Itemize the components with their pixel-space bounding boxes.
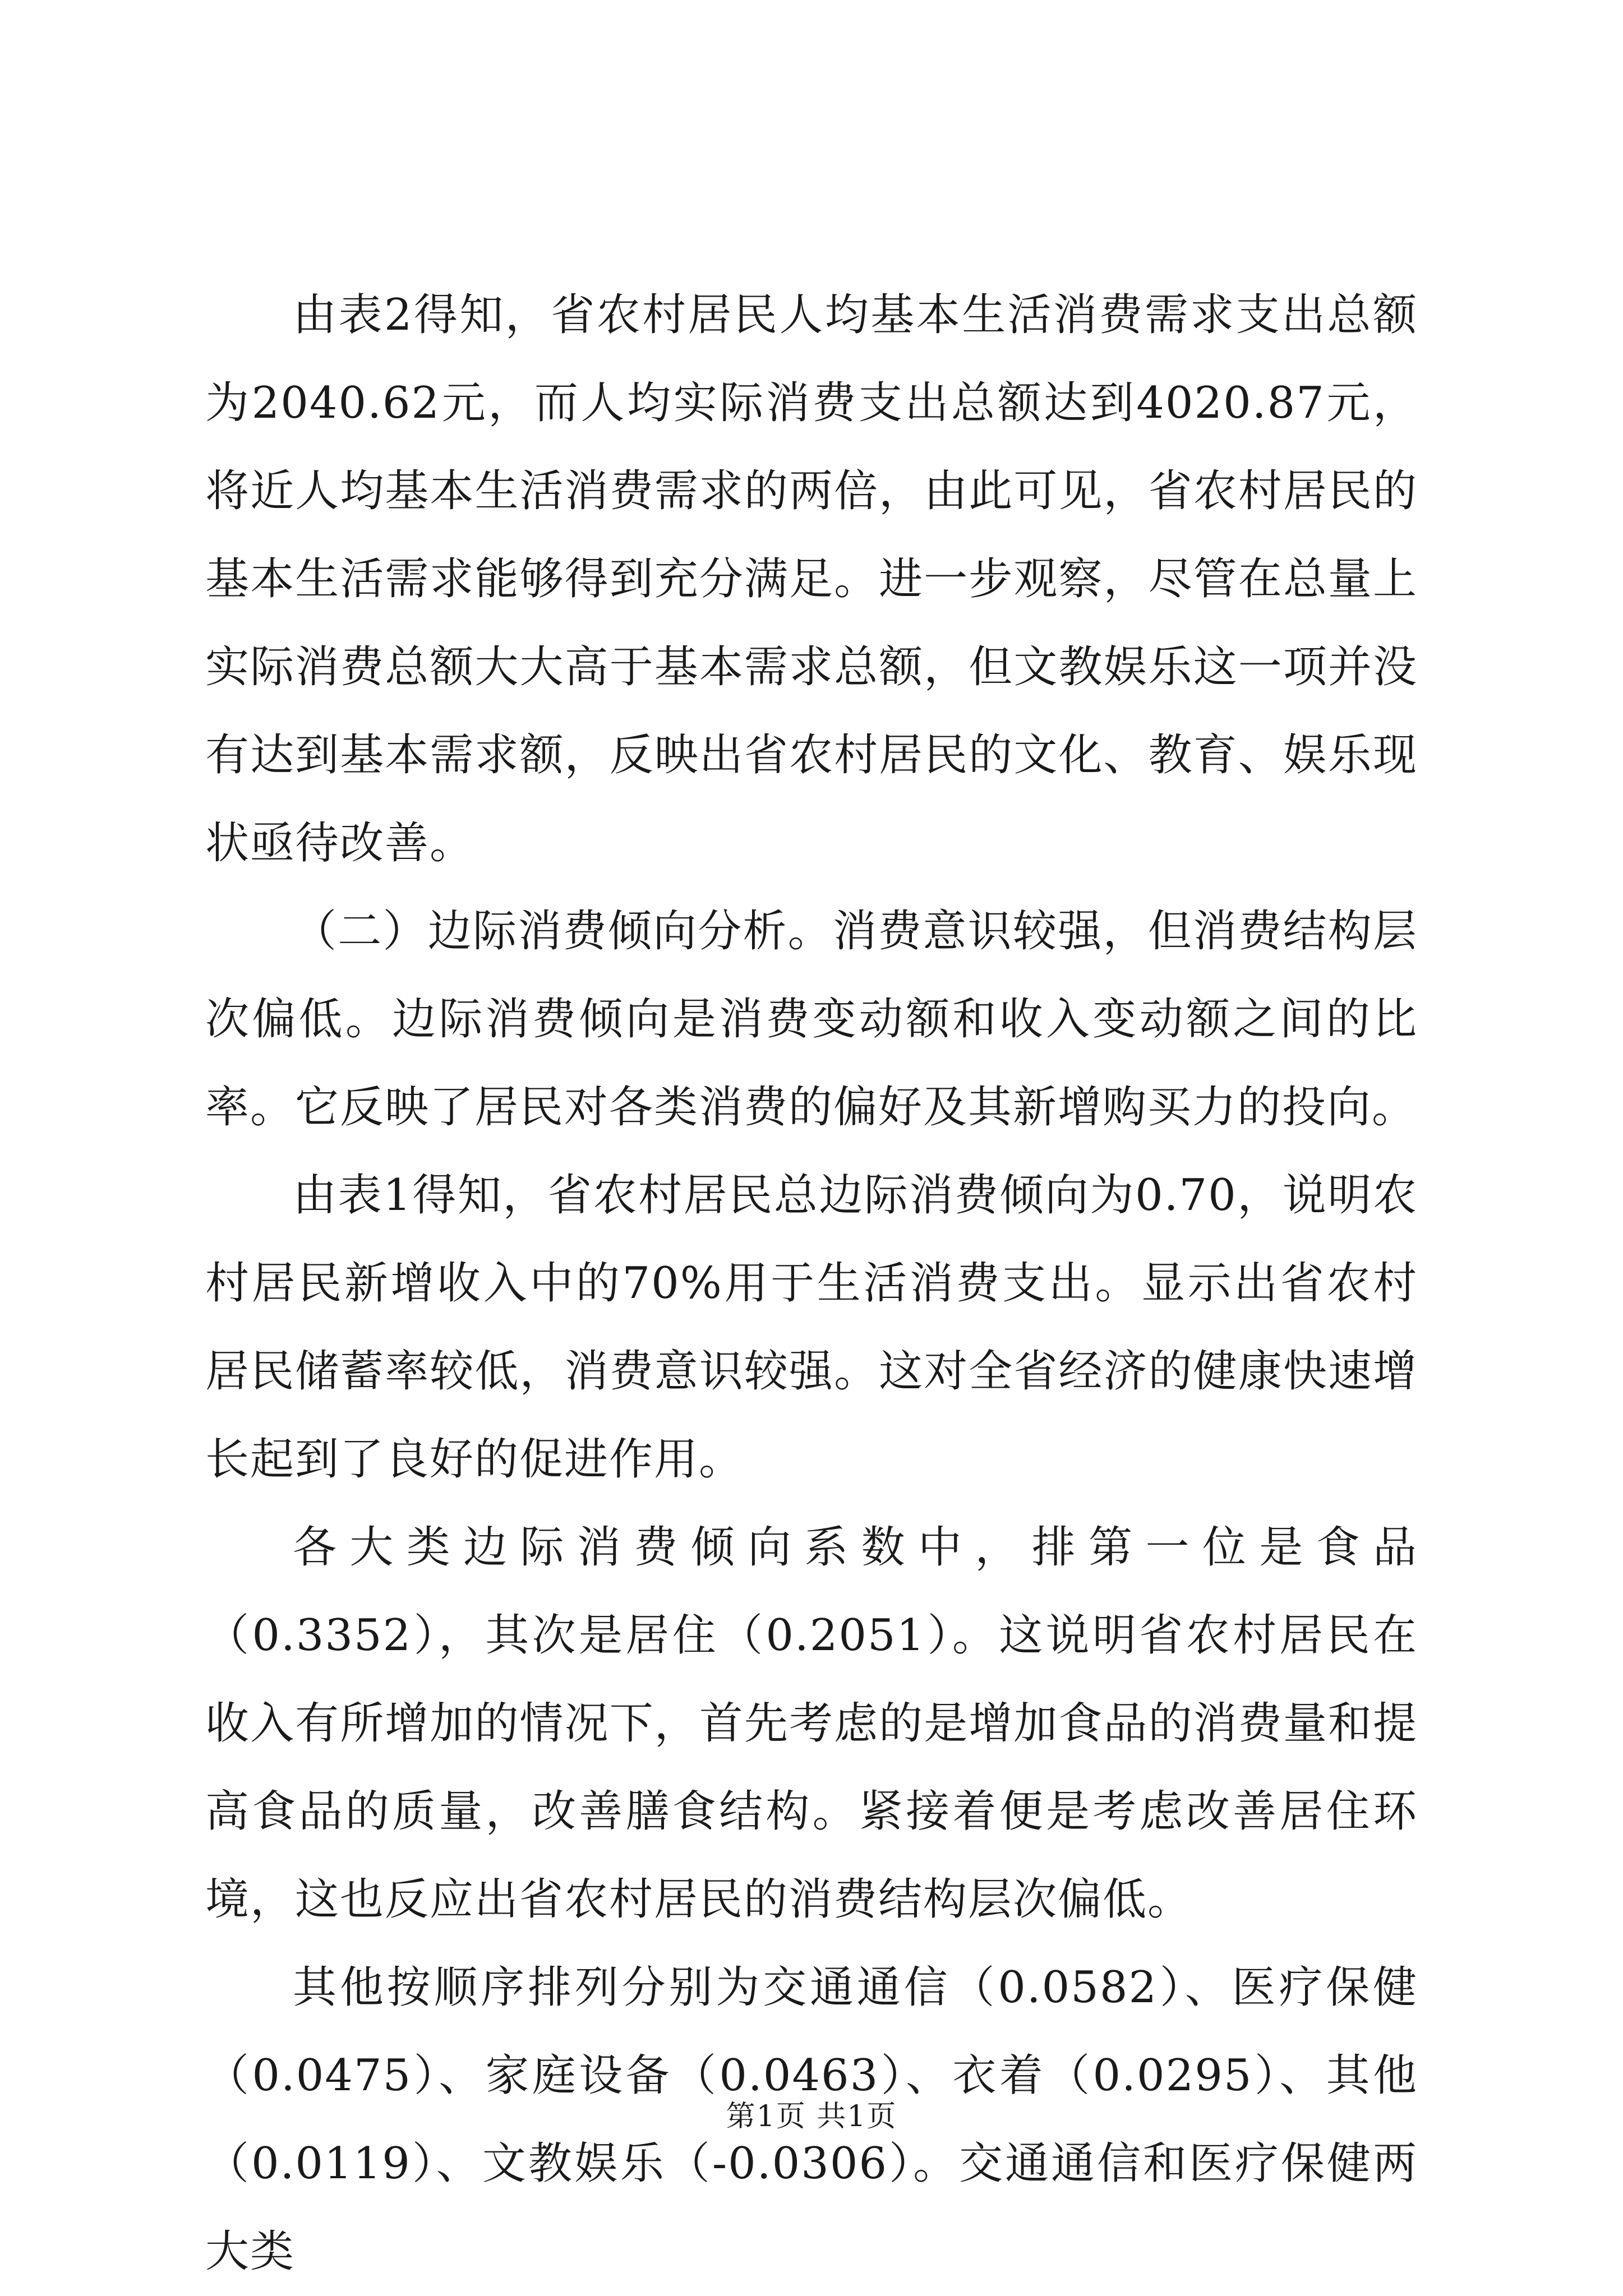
paragraph-other-categories: 其他按顺序排列分别为交通通信（0.0582）、医疗保健（0.0475）、家庭设备（0.0463）、衣着（0.0295）、其他（0.0119）、文教娱乐（-0.0306）。交通通信和医疗保健两大类 [205,1962,1418,2277]
page-footer: 第1页 共1页 [726,2100,897,2133]
paragraph-category-ranking: 各大类边际消费倾向系数中，排第一位是食品（0.3352），其次是居住（0.2051）。这说明省农村居民在收入有所增加的情况下，首先考虑的是增加食品的消费量和提高食品的质量，改善膳食结构。紧接着便是考虑改善居住环境，这也反应出省农村居民的消费结构层次偏低。 [205,1522,1418,1925]
document-body [205,271,1418,2296]
paragraph-basic-needs: 由表2得知，省农村居民人均基本生活消费需求支出总额为2040.62元，而人均实际消费支出总额达到4020.87元，将近人均基本生活消费需求的两倍，由此可见，省农村居民的基本生活需求能够得到充分满足。进一步观察，尽管在总量上实际消费总额大大高于基本需求总额，但文教娱乐这一项并没有达到基本需求额，反映出省农村居民的文化、教育、娱乐现状亟待改善。 [205,290,1418,868]
paragraph-marginal-propensity-heading: （二）边际消费倾向分析。消费意识较强，但消费结构层次偏低。边际消费倾向是消费变动额和收入变动额之间的比率。它反映了居民对各类消费的偏好及其新增购买力的投向。 [205,906,1418,1133]
paragraph-total-marginal-propensity: 由表1得知，省农村居民总边际消费倾向为0.70，说明农村居民新增收入中的70%用于生活消费支出。显示出省农村居民储蓄率较低，消费意识较强。这对全省经济的健康快速增长起到了良好的促进作用。 [205,1170,1418,1485]
